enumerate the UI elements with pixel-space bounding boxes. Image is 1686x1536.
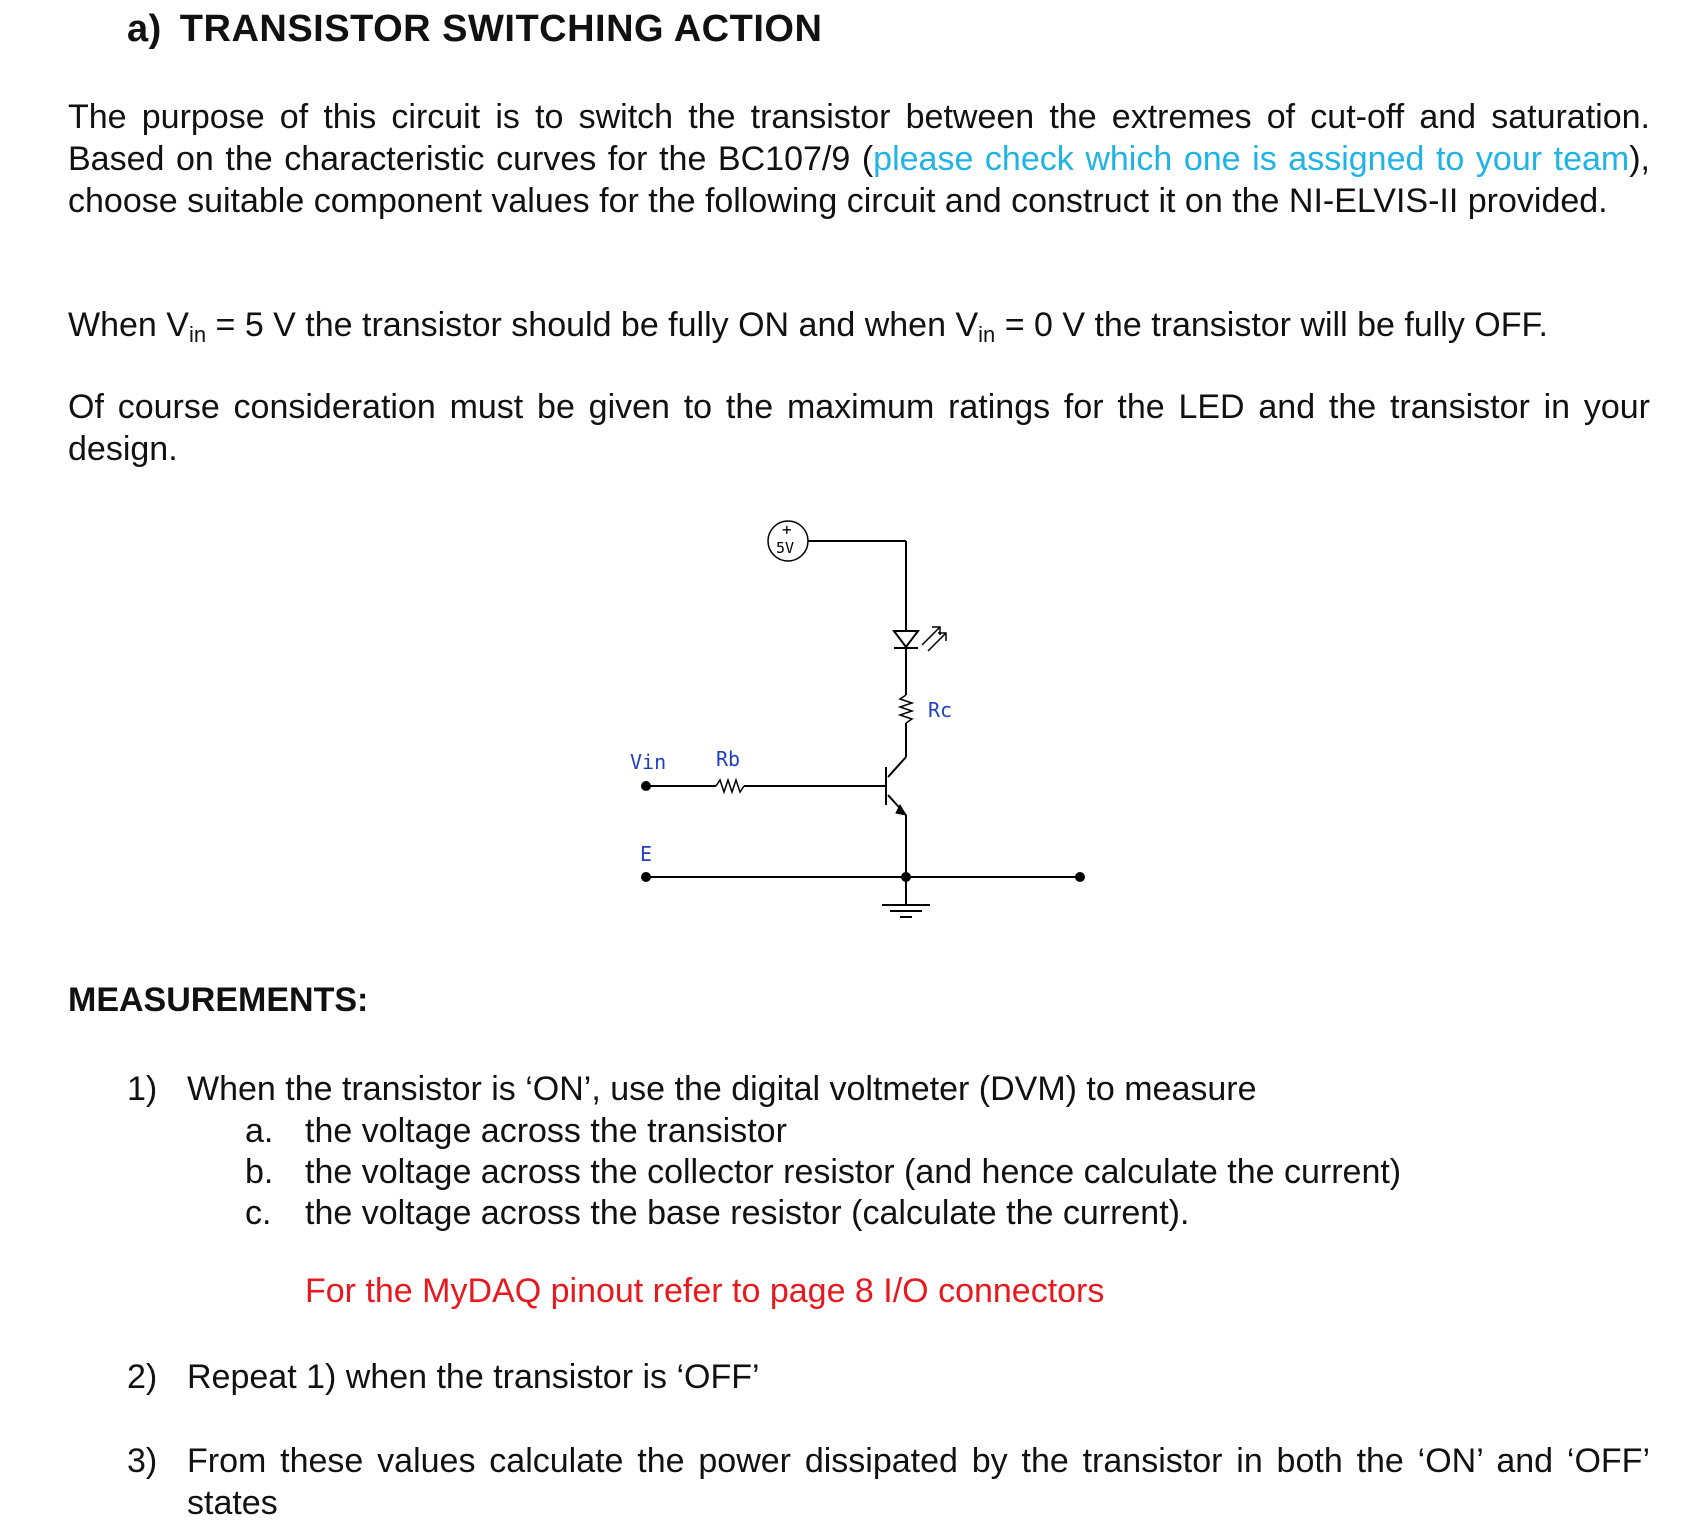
- intro-text-end: ), choose suitable component values for the following circuit and construct it on the NI-ELVIS-II provided.: [68, 140, 1650, 220]
- q1c-text: the voltage across the base resistor (calculate the current).: [305, 1194, 1190, 1232]
- q1-sub-c: [0, 1192, 1686, 1234]
- consideration-paragraph: Of course consideration must be given to the maximum ratings for the LED and the transistor in your design.: [68, 388, 1650, 468]
- vin-terminal: [641, 781, 651, 791]
- ground-icon: [882, 905, 930, 917]
- condition-part1: When V: [68, 306, 189, 344]
- condition-part3: = 0 V the transistor will be fully OFF.: [995, 306, 1548, 344]
- e-label: E: [640, 842, 653, 866]
- rb-resistor: [716, 780, 744, 792]
- condition-sub2: in: [978, 322, 996, 347]
- team-assignment-link[interactable]: please check which one is assigned to your team: [873, 140, 1630, 178]
- mydaq-note: For the MyDAQ pinout refer to page 8 I/O connectors: [305, 1272, 1105, 1310]
- ground-junction: [901, 872, 911, 882]
- q1-text: When the transistor is ‘ON’, use the digital voltmeter (DVM) to measure: [187, 1070, 1257, 1108]
- measurements-title: MEASUREMENTS:: [68, 981, 369, 1019]
- condition-sub1: in: [188, 322, 207, 347]
- intro-text-start: The purpose of this circuit is to switch the transistor between the extremes of cut-off and saturation. Based on the characteristic curves for the BC107/9 (: [68, 98, 1650, 178]
- vin-label: Vin: [630, 750, 667, 774]
- condition-paragraph: [68, 304, 1650, 356]
- q1a-text: the voltage across the transistor: [305, 1112, 787, 1150]
- question-2: [0, 1356, 1686, 1398]
- led-icon: [894, 625, 946, 657]
- q1-sub-b: [0, 1151, 1686, 1193]
- rb-label: Rb: [716, 747, 741, 771]
- supply-sign: +: [782, 520, 792, 539]
- e-terminal: [641, 872, 651, 882]
- rc-resistor: [900, 695, 912, 723]
- q3-number: 3): [127, 1442, 158, 1480]
- section-title: [127, 8, 822, 51]
- rc-label: Rc: [928, 698, 953, 722]
- q1-number: 1): [127, 1070, 158, 1108]
- q3-text: From these values calculate the power dissipated by the transistor in both the ‘ON’ and ‘OFF’ states: [187, 1442, 1650, 1522]
- q1-sub-a: [0, 1110, 1686, 1152]
- q2-text: Repeat 1) when the transistor is ‘OFF’: [187, 1358, 760, 1396]
- q1b-letter: b.: [245, 1153, 274, 1191]
- question-1: [0, 1068, 1686, 1110]
- q1c-letter: c.: [245, 1194, 272, 1232]
- section-label: a): [127, 8, 162, 50]
- right-terminal: [1075, 872, 1085, 882]
- transistor-icon: [886, 757, 906, 815]
- intro-paragraph: [68, 96, 1650, 222]
- section-title-text: TRANSISTOR SWITCHING ACTION: [179, 8, 823, 50]
- supply-label: 5V: [776, 539, 795, 557]
- q1a-letter: a.: [245, 1112, 274, 1150]
- condition-part2: = 5 V the transistor should be fully ON and when V: [206, 306, 979, 344]
- q2-number: 2): [127, 1358, 158, 1396]
- q1b-text: the voltage across the collector resistor (and hence calculate the current): [305, 1153, 1402, 1191]
- circuit-diagram: [630, 505, 1120, 960]
